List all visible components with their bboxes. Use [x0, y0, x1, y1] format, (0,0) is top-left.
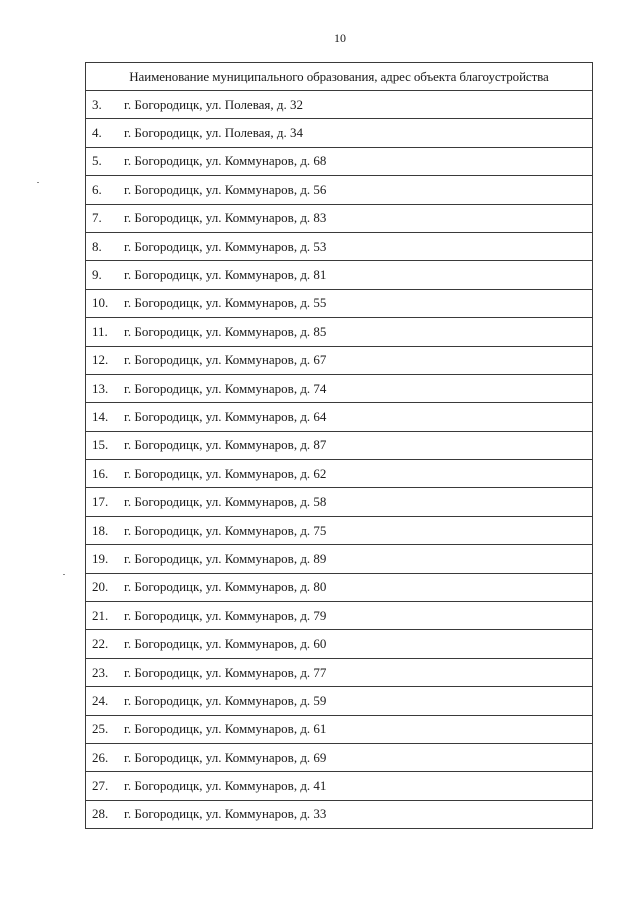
table-row	[86, 374, 593, 402]
row-number: 18.	[92, 522, 109, 538]
row-number: 25.	[92, 721, 109, 737]
row-number: 5.	[92, 153, 102, 169]
row-address: г. Богородицк, ул. Коммунаров, д. 56	[124, 181, 327, 197]
row-number: 12.	[92, 352, 109, 368]
row-address: г. Богородицк, ул. Коммунаров, д. 89	[124, 550, 327, 566]
row-number: 17.	[92, 494, 109, 510]
row-number: 16.	[92, 465, 109, 481]
row-address: г. Богородицк, ул. Коммунаров, д. 87	[124, 437, 327, 453]
table-row	[86, 488, 593, 516]
row-number: 13.	[92, 380, 109, 396]
row-address: г. Богородицк, ул. Коммунаров, д. 62	[124, 465, 327, 481]
row-number: 8.	[92, 238, 102, 254]
table-row	[86, 658, 593, 686]
table-cell	[86, 772, 593, 800]
row-address: г. Богородицк, ул. Коммунаров, д. 41	[124, 778, 327, 794]
table-row	[86, 403, 593, 431]
row-address: г. Богородицк, ул. Коммунаров, д. 79	[124, 607, 327, 623]
row-address: г. Богородицк, ул. Коммунаров, д. 60	[124, 636, 327, 652]
row-number: 6.	[92, 181, 102, 197]
table-cell	[86, 460, 593, 488]
table-cell	[86, 431, 593, 459]
table-row	[86, 630, 593, 658]
row-address: г. Богородицк, ул. Коммунаров, д. 53	[124, 238, 327, 254]
table-header: Наименование муниципального образования, адрес объекта благоустройства	[86, 63, 593, 91]
table-cell	[86, 743, 593, 771]
row-address: г. Богородицк, ул. Коммунаров, д. 83	[124, 210, 327, 226]
table-row	[86, 318, 593, 346]
row-number: 24.	[92, 692, 109, 708]
table-row	[86, 602, 593, 630]
table-cell	[86, 573, 593, 601]
row-number: 7.	[92, 210, 102, 226]
row-address: г. Богородицк, ул. Коммунаров, д. 58	[124, 494, 327, 510]
table-cell	[86, 403, 593, 431]
row-number: 22.	[92, 636, 109, 652]
table-cell	[86, 545, 593, 573]
row-address: г. Богородицк, ул. Коммунаров, д. 74	[124, 380, 327, 396]
scan-speck	[37, 182, 39, 183]
table-row	[86, 772, 593, 800]
table-cell	[86, 232, 593, 260]
table-cell	[86, 91, 593, 119]
table-cell	[86, 374, 593, 402]
table-cell	[86, 488, 593, 516]
table-cell	[86, 147, 593, 175]
table-row	[86, 516, 593, 544]
table-row	[86, 431, 593, 459]
table-row	[86, 289, 593, 317]
table-row	[86, 119, 593, 147]
row-number: 10.	[92, 295, 109, 311]
table-cell	[86, 261, 593, 289]
table-row	[86, 715, 593, 743]
table-cell	[86, 602, 593, 630]
row-address: г. Богородицк, ул. Коммунаров, д. 80	[124, 579, 327, 595]
row-address: г. Богородицк, ул. Коммунаров, д. 85	[124, 323, 327, 339]
row-address: г. Богородицк, ул. Коммунаров, д. 55	[124, 295, 327, 311]
row-address: г. Богородицк, ул. Коммунаров, д. 75	[124, 522, 327, 538]
table-cell	[86, 800, 593, 828]
row-number: 23.	[92, 664, 109, 680]
row-address: г. Богородицк, ул. Коммунаров, д. 61	[124, 721, 327, 737]
table-row	[86, 232, 593, 260]
row-number: 20.	[92, 579, 109, 595]
table-cell	[86, 687, 593, 715]
row-number: 15.	[92, 437, 109, 453]
table-row	[86, 176, 593, 204]
table-row	[86, 147, 593, 175]
row-address: г. Богородицк, ул. Коммунаров, д. 81	[124, 267, 327, 283]
scan-speck	[63, 574, 65, 575]
row-number: 9.	[92, 267, 102, 283]
table-row	[86, 800, 593, 828]
row-address: г. Богородицк, ул. Коммунаров, д. 33	[124, 806, 327, 822]
table-cell	[86, 516, 593, 544]
table-cell	[86, 119, 593, 147]
table-cell	[86, 630, 593, 658]
row-address: г. Богородицк, ул. Полевая, д. 32	[124, 96, 304, 112]
table-row	[86, 346, 593, 374]
table-cell	[86, 346, 593, 374]
row-address: г. Богородицк, ул. Коммунаров, д. 67	[124, 352, 327, 368]
address-table	[85, 62, 593, 829]
table-row	[86, 261, 593, 289]
row-number: 4.	[92, 125, 102, 141]
row-number: 26.	[92, 749, 109, 765]
row-number: 3.	[92, 96, 102, 112]
table-row	[86, 460, 593, 488]
row-number: 19.	[92, 550, 109, 566]
row-number: 21.	[92, 607, 109, 623]
row-address: г. Богородицк, ул. Коммунаров, д. 59	[124, 692, 327, 708]
table-cell	[86, 715, 593, 743]
table-cell	[86, 204, 593, 232]
row-number: 14.	[92, 408, 109, 424]
table-cell	[86, 318, 593, 346]
table-row	[86, 743, 593, 771]
table-cell	[86, 176, 593, 204]
row-address: г. Богородицк, ул. Полевая, д. 34	[124, 125, 304, 141]
row-address: г. Богородицк, ул. Коммунаров, д. 69	[124, 749, 327, 765]
row-number: 28.	[92, 806, 109, 822]
table-row	[86, 687, 593, 715]
table-row	[86, 91, 593, 119]
page-number: 10	[334, 31, 346, 45]
table-row	[86, 545, 593, 573]
table-header-row	[86, 63, 593, 91]
table-body	[86, 91, 593, 829]
row-address: г. Богородицк, ул. Коммунаров, д. 68	[124, 153, 327, 169]
row-address: г. Богородицк, ул. Коммунаров, д. 64	[124, 408, 327, 424]
table-row	[86, 204, 593, 232]
row-number: 27.	[92, 778, 109, 794]
table-cell	[86, 658, 593, 686]
table-row	[86, 573, 593, 601]
row-address: г. Богородицк, ул. Коммунаров, д. 77	[124, 664, 327, 680]
row-number: 11.	[92, 323, 108, 339]
table-cell	[86, 289, 593, 317]
